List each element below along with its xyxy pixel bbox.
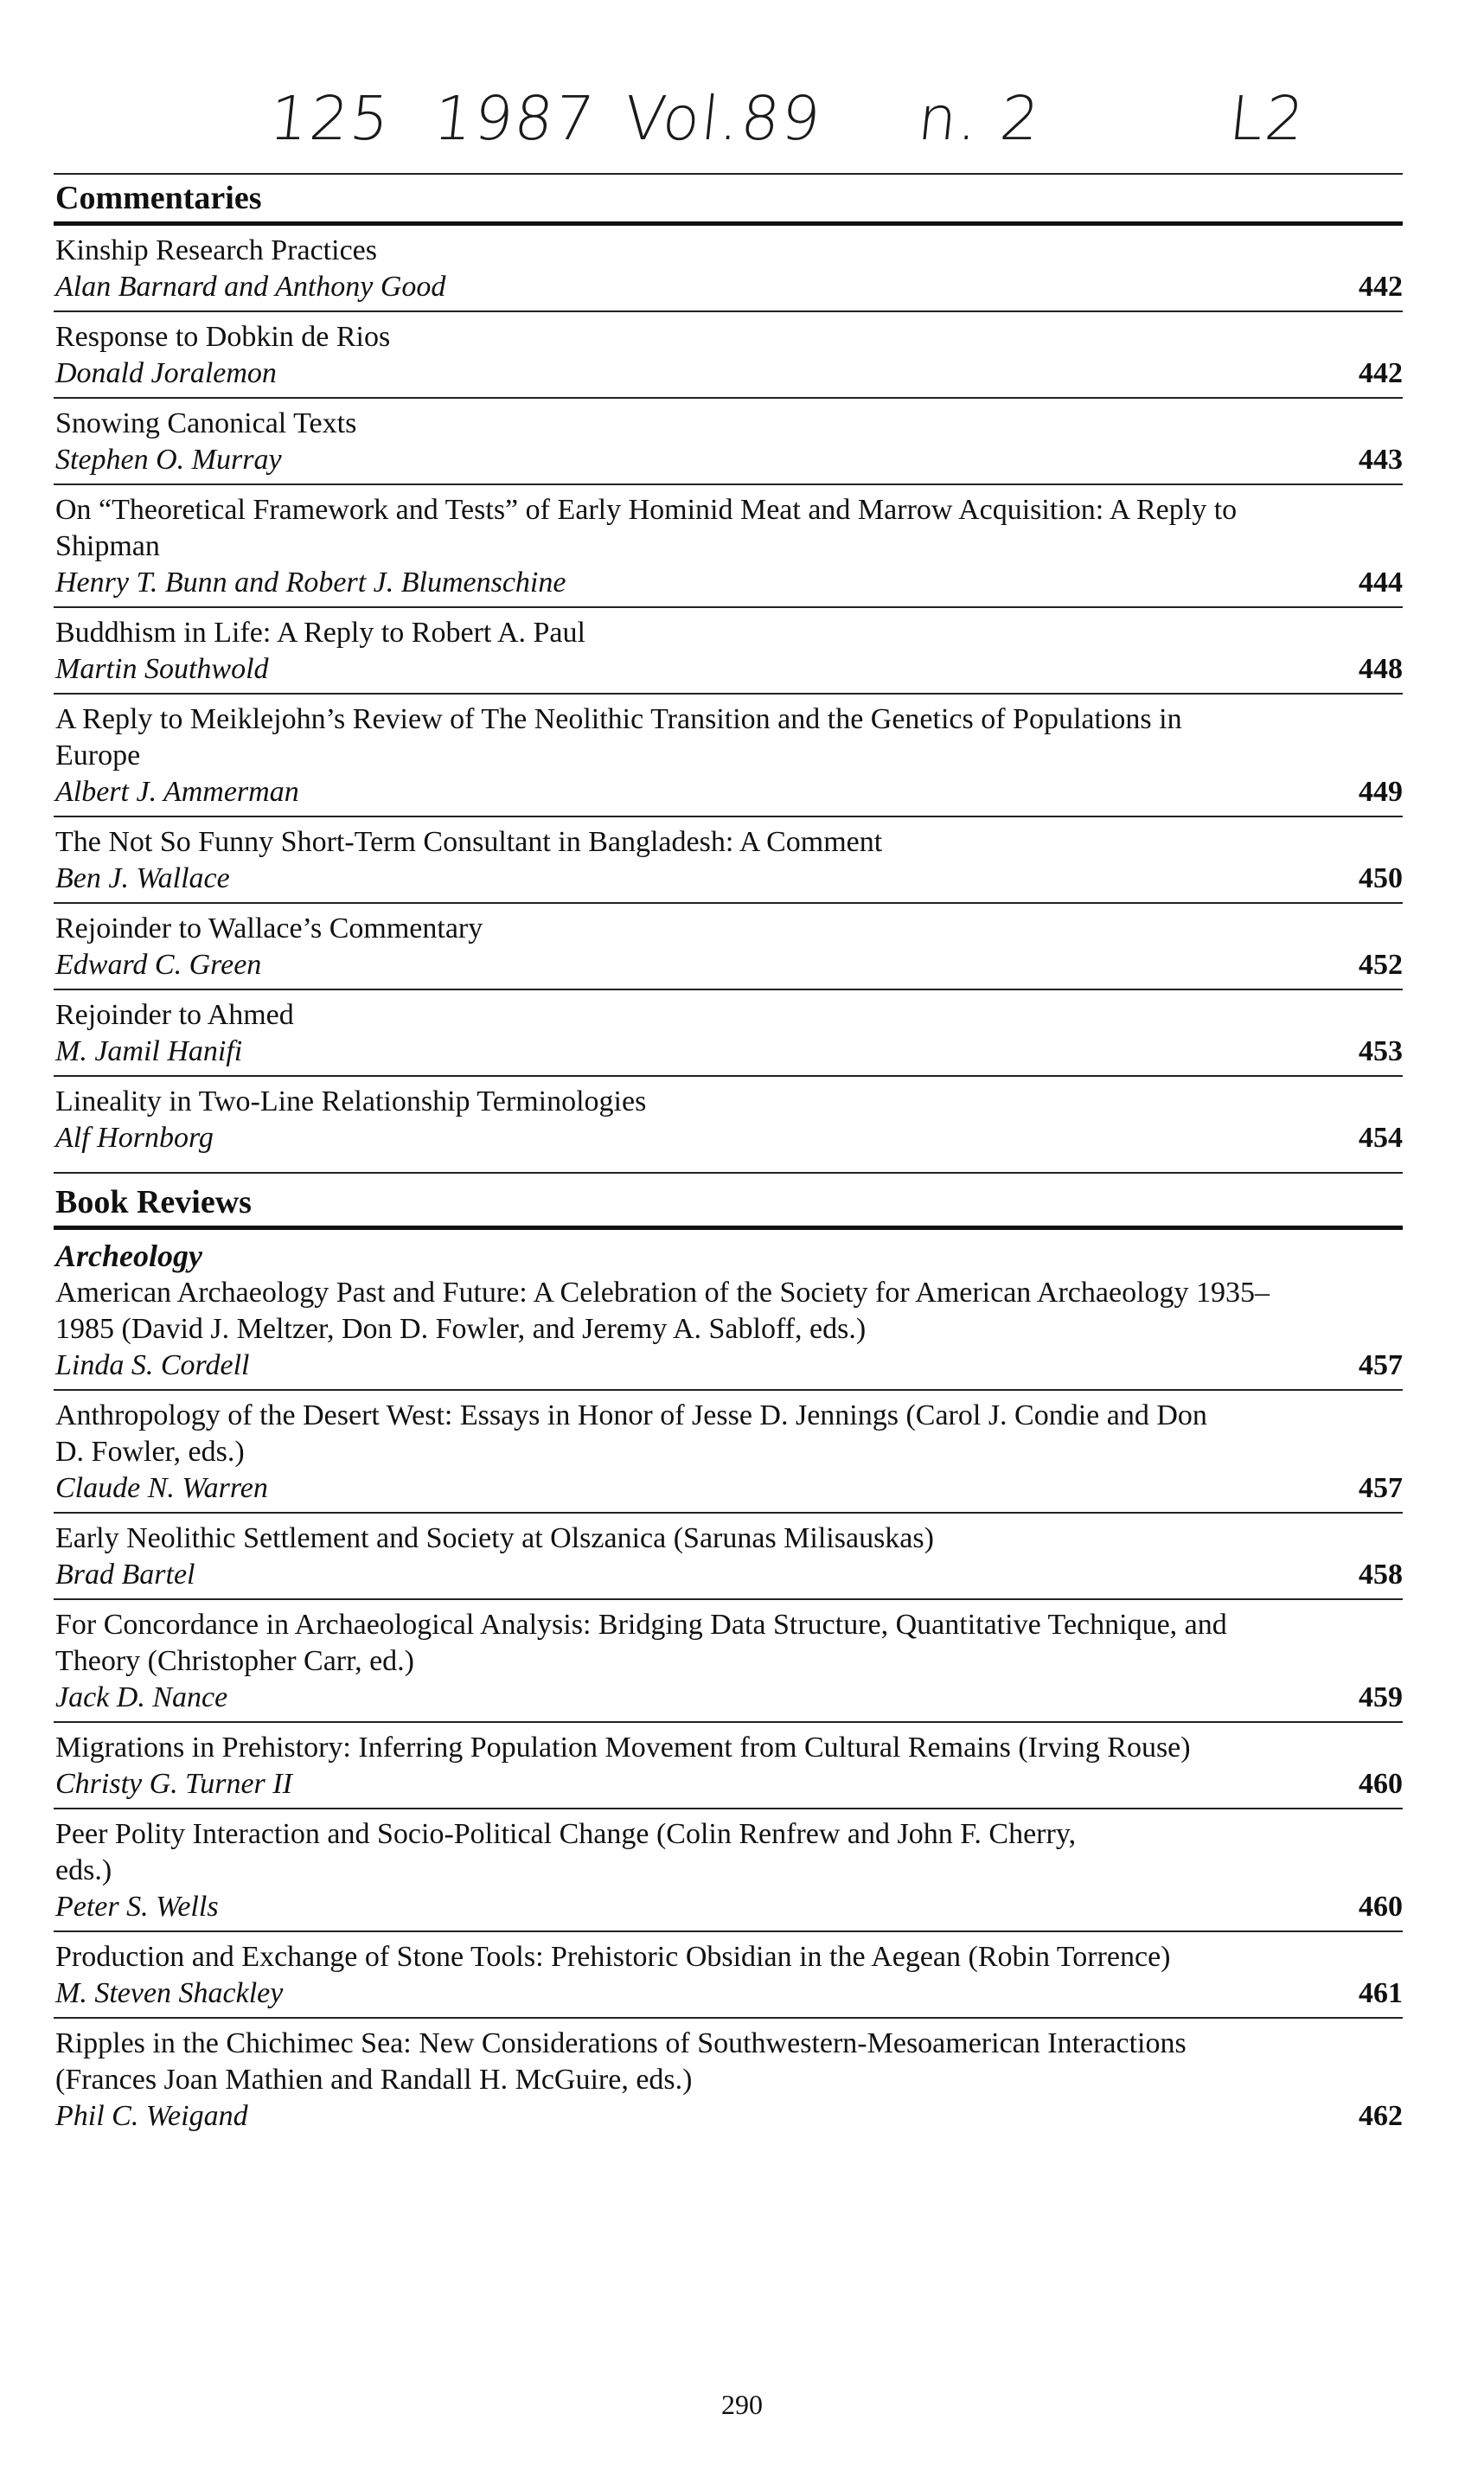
entry-page-number: 448 (1359, 653, 1403, 685)
entry-title: Migrations in Prehistory: Inferring Population Movement from Cultural Remains (Irving Rouse) (55, 1732, 1191, 1764)
entry-page-number: 442 (1359, 271, 1403, 303)
subsection-heading: Archeology (55, 1239, 202, 1273)
entry-title: American Archaeology Past and Future: A Celebration of the Society for American Archaeology 1935–1985 (David J. Meltzer, Don D. Fowler, and Jeremy A. Sabloff, eds.) (55, 1277, 1270, 1345)
entry-author: Martin Southwold (55, 653, 269, 685)
handwritten-note-2: 1987 (430, 83, 599, 154)
entry-page-number: 452 (1359, 949, 1403, 981)
entry-author: Claude N. Warren (55, 1472, 268, 1504)
entry-page-number: 458 (1359, 1559, 1403, 1591)
toc-entry[interactable] (54, 990, 1403, 1077)
entry-title: Peer Polity Interaction and Socio-Political Change (Colin Renfrew and John F. Cherry, eds.) (55, 1818, 1077, 1886)
entry-author: M. Jamil Hanifi (55, 1035, 243, 1067)
entry-author: Stephen O. Murray (55, 444, 282, 476)
entry-title: Anthropology of the Desert West: Essays in Honor of Jesse D. Jennings (Carol J. Condie and Don D. Fowler, eds.) (55, 1399, 1207, 1468)
entry-author: Donald Joralemon (55, 357, 277, 389)
entry-title: Kinship Research Practices (55, 234, 377, 266)
entry-page-number: 457 (1359, 1472, 1403, 1504)
entry-page-number: 443 (1359, 444, 1403, 476)
entry-title: Lineality in Two-Line Relationship Terminologies (55, 1085, 647, 1117)
entry-author: Alf Hornborg (55, 1122, 214, 1154)
entry-page-number: 444 (1359, 567, 1403, 599)
entry-title: Rejoinder to Wallace’s Commentary (55, 912, 483, 944)
toc-entry[interactable] (54, 1723, 1403, 1809)
handwritten-note-5: L2 (1225, 83, 1309, 154)
entry-page-number: 461 (1359, 1977, 1403, 2009)
entry-title: Response to Dobkin de Rios (55, 321, 391, 353)
handwritten-note-4: n. 2 (914, 83, 1045, 154)
entry-title: Buddhism in Life: A Reply to Robert A. Paul (55, 617, 585, 649)
entry-author: Peter S. Wells (55, 1891, 219, 1923)
toc-entry[interactable] (54, 226, 1403, 312)
entry-author: Edward C. Green (55, 949, 262, 981)
handwritten-note-1: 125 (265, 83, 394, 154)
entry-author: Linda S. Cordell (55, 1349, 250, 1381)
entry-page-number: 449 (1359, 776, 1403, 808)
entry-author: Alan Barnard and Anthony Good (55, 271, 446, 303)
entry-page-number: 457 (1359, 1349, 1403, 1381)
toc-entry[interactable] (54, 1514, 1403, 1600)
entry-author: Christy G. Turner II (55, 1768, 292, 1800)
entry-page-number: 460 (1359, 1768, 1403, 1800)
entry-page-number: 459 (1359, 1681, 1403, 1713)
commentaries-section (54, 173, 1403, 2140)
entry-title: On “Theoretical Framework and Tests” of Early Hominid Meat and Marrow Acquisition: A Reply to Shipman (55, 494, 1238, 562)
entry-page-number: 450 (1359, 862, 1403, 894)
entry-page-number: 453 (1359, 1035, 1403, 1067)
toc-entry[interactable] (54, 1077, 1403, 1172)
toc-entry[interactable] (54, 817, 1403, 904)
toc-entry[interactable] (54, 399, 1403, 485)
toc-entry[interactable] (54, 695, 1403, 817)
entry-title: Rejoinder to Ahmed (55, 999, 294, 1031)
entry-page-number: 454 (1359, 1122, 1403, 1154)
entry-page-number: 460 (1359, 1891, 1403, 1923)
toc-entry[interactable] (54, 1809, 1403, 1932)
section-title-commentaries: Commentaries (55, 180, 262, 216)
entry-title: The Not So Funny Short-Term Consultant in Bangladesh: A Comment (55, 826, 883, 858)
entry-author: M. Steven Shackley (55, 1977, 284, 2009)
entry-title: Ripples in the Chichimec Sea: New Considerations of Southwestern-Mesoamerican Interactions (Frances Joan Mathien and Randall H. McGuire, eds.) (55, 2027, 1187, 2096)
handwritten-note-3: Vol.89 (620, 83, 826, 154)
toc-entry[interactable] (54, 1600, 1403, 1723)
entry-title: For Concordance in Archaeological Analysis: Bridging Data Structure, Quantitative Technique, and Theory (Christopher Carr, ed.) (55, 1609, 1227, 1677)
toc-entry[interactable] (54, 1932, 1403, 2019)
entry-author: Henry T. Bunn and Robert J. Blumenschine (55, 567, 566, 599)
entry-page-number: 462 (1359, 2100, 1403, 2132)
toc-entry[interactable] (54, 608, 1403, 695)
toc-entry[interactable] (54, 485, 1403, 608)
entry-title: Production and Exchange of Stone Tools: Prehistoric Obsidian in the Aegean (Robin Torrence) (55, 1941, 1171, 1973)
entry-author: Brad Bartel (55, 1559, 195, 1591)
entry-title: Snowing Canonical Texts (55, 407, 357, 439)
entry-author: Phil C. Weigand (55, 2100, 248, 2132)
section-title-book-reviews: Book Reviews (55, 1184, 252, 1220)
page-number: 290 (721, 2389, 763, 2420)
entry-author: Jack D. Nance (55, 1681, 228, 1713)
entry-author: Ben J. Wallace (55, 862, 230, 894)
entry-page-number: 442 (1359, 357, 1403, 389)
entry-title: A Reply to Meiklejohn’s Review of The Neolithic Transition and the Genetics of Populations in Europe (55, 703, 1182, 772)
toc-entry[interactable] (54, 312, 1403, 399)
entry-title: Early Neolithic Settlement and Society at Olszanica (Sarunas Milisauskas) (55, 1522, 934, 1554)
toc-entry[interactable] (54, 1230, 1403, 1391)
toc-entry[interactable] (54, 904, 1403, 990)
section-divider (54, 1172, 1403, 1174)
toc-entry[interactable] (54, 1391, 1403, 1514)
handwritten-call-number (54, 83, 1403, 178)
entry-author: Albert J. Ammerman (55, 776, 299, 808)
toc-entry[interactable] (54, 2019, 1403, 2140)
